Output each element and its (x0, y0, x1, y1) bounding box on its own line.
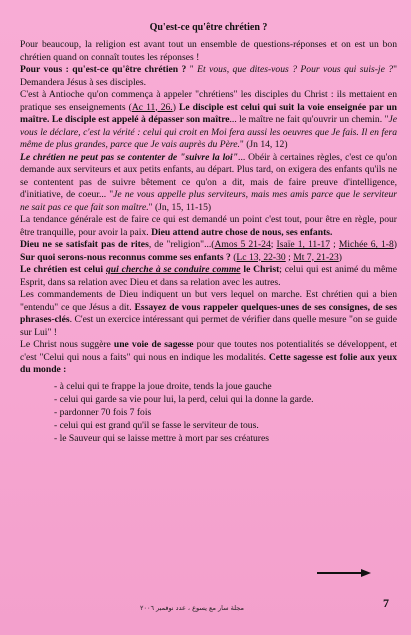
text-run: . C'est un exercice intéressant qui permet de vérifier dans quelle mesure "on se guide sur Lui" ! (20, 314, 397, 338)
scripture-reference: qui cherche à se conduire comme (105, 264, 241, 275)
text-run: Dieu ne se satisfait pas de rites (20, 239, 149, 250)
text-run: le Christ (240, 264, 280, 275)
text-run: , de "religion"...( (148, 239, 215, 250)
text-run: " (189, 64, 198, 75)
paragraph (20, 239, 397, 264)
paragraph (20, 289, 397, 339)
list-item: - pardonner 70 fois 7 fois (54, 406, 152, 418)
text-run: ; (270, 239, 277, 250)
text-run: ; (330, 239, 339, 250)
paragraph (20, 152, 397, 215)
scripture-reference: Michée 6, 1-8 (338, 239, 394, 250)
text-run: ... le maître ne fait qu'ouvrir un chemin. " (229, 114, 389, 125)
text-run: Les commandements de Dieu indiquent un but vers lequel on marche. Est chrétien qui a bien "entendu" ce que Jésus a dit. (20, 289, 397, 313)
scripture-reference: Mt 7, 21-23 (293, 251, 339, 263)
text-run: Le Christ nous suggère (20, 339, 114, 350)
list-item: - celui qui garde sa vie pour lui, la perd, celui qui la donne la garde. (54, 393, 314, 405)
paragraph (20, 339, 397, 377)
paragraph (20, 214, 397, 239)
list-item: - à celui qui te frappe la joue droite, tends la joue gauche (54, 380, 272, 392)
text-run: Sur quoi serons-nous reconnus comme ses enfants ? (20, 251, 231, 263)
text-run: ) (338, 251, 342, 263)
text-run: La tendance générale est de faire ce qui est demandé un point c'est tout, pour être en règle, pour être tranquille, pour avoir la paix. (20, 214, 397, 238)
text-run: pour que toutes nos potentialités se développent, et c'est "Celui qui nous a faits" qui nous en indique les modalités. (20, 339, 397, 363)
text-run: ) (393, 239, 397, 250)
page-title: Qu'est-ce qu'être chrétien ? (149, 22, 268, 33)
text-run: Essayez de vous rappeler quelques-unes de ses consignes, de ses phrases-clés (20, 301, 397, 325)
text-run: Cette sagesse est folie aux yeux du monde : (20, 351, 397, 375)
text-run: Je vous le déclare, c'est la vérité : celui qui croit en Moi fera aussi les oeuvres que Je fais. Il en fera même de plus grandes, parce que Je vais auprès du Père. (20, 114, 397, 150)
text-run: " (Jn, 15, 11-15) (148, 201, 212, 213)
paragraph (20, 89, 397, 152)
article-body (20, 39, 397, 377)
text-run: ; celui qui est animé du même Esprit, dans sa relation avec Dieu et dans sa relation avec les autres. (20, 264, 397, 288)
text-run: Le chrétien ne peut pas se contenter de "suivre la loi" (20, 151, 239, 163)
text-run: ; (285, 251, 294, 263)
text-run: ( (230, 251, 237, 263)
list-item: - le Sauveur qui se laisse mettre à mort par ses créatures (54, 432, 269, 444)
page-number: 7 (383, 596, 389, 610)
text-run: Le disciple est celui qui suit la voie enseignée par un maître. Le disciple est appelé à dépasser son maître (20, 101, 398, 125)
text-run: Et vous, que dites-vous ? Pour vous qui suis-je ? (197, 64, 394, 75)
text-run: Pour vous : qu'est-ce qu'être chrétien ? (20, 64, 190, 75)
text-run: " Demandera Jésus à ses disciples. (20, 64, 398, 88)
text-run: " (Jn 14, 12) (239, 139, 288, 150)
text-run: Je ne vous appelle plus serviteurs, mais mes amis parce que le serviteur ne sait pas ce que fait son maître. (20, 189, 398, 213)
footer-text: مجلة سار مع يسوع ، عدد نوفمبر ٢٠٠٦ (140, 604, 244, 612)
list-item: - celui qui est grand qu'il se fasse le serviteur de tous. (54, 419, 259, 431)
text-run: ) (172, 101, 179, 113)
text-run: Le chrétien est celui (20, 264, 106, 275)
scripture-reference: Ac 11, 26. (131, 101, 173, 113)
paragraph (20, 39, 397, 64)
scripture-reference: Lc 13, 22-30 (236, 251, 286, 263)
text-run: C'est à Antioche qu'on commença à appeler "chrétiens" les disciples du Christ : ils mettaient en pratique ses enseignements ( (20, 89, 397, 113)
scripture-reference: Amos 5 21-24 (214, 239, 271, 250)
text-run: une voie de sagesse (113, 339, 194, 350)
text-run: Pour beaucoup, la religion est avant tout un ensemble de questions-réponses et on est un bon chrétien quand on connaît toutes les réponses ! (20, 39, 397, 63)
arrow-right-icon (317, 568, 371, 578)
paragraph (20, 64, 397, 89)
text-run: ... Obéir à certaines règles, c'est ce qu'on demande aux serviteurs et aux petits enfants, au départ. Plus tard, on exigera des enfants qu'ils ne se contentent pas de suivre bêtement ce qu'on a dit, mais de faire preuve d'intelligence, d'initiative, de coeur... " (20, 151, 398, 200)
wisdom-list (20, 380, 397, 445)
text-run: Dieu attend autre chose de nous, ses enfants. (151, 226, 333, 238)
scripture-reference: Isaïe 1, 11-17 (276, 239, 331, 250)
paragraph (20, 264, 397, 289)
